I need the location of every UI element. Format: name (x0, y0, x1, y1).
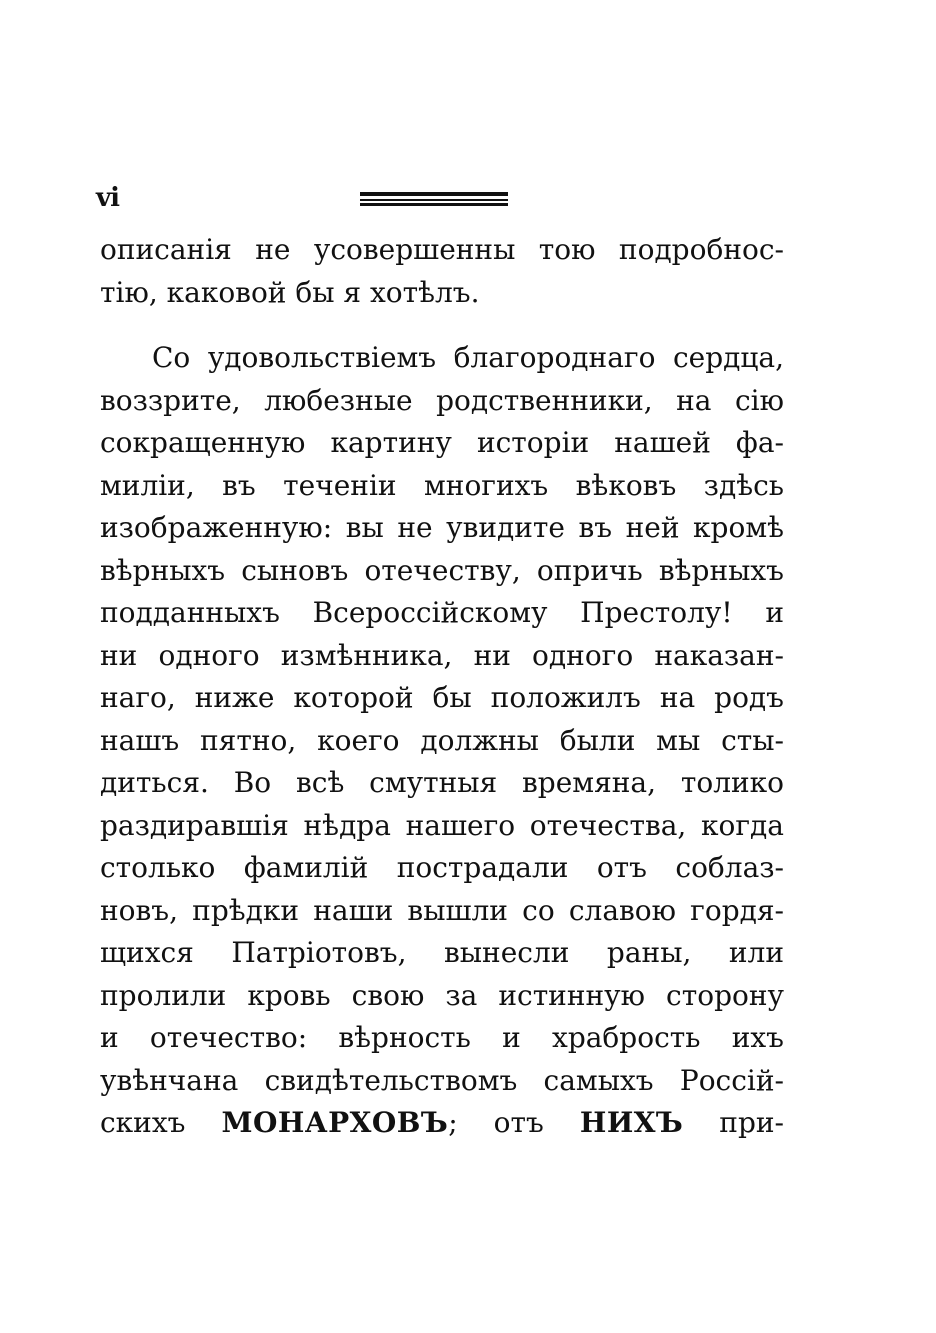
text-line: Со удовольствіемъ благороднаго сердца, (152, 341, 784, 374)
emphasis-them: НИХЪ (579, 1106, 684, 1139)
text-segment: при- (683, 1106, 784, 1139)
text-line: раздиравшія нѣдра нашего отечества, когда (100, 808, 784, 842)
text-line: столько фамилій пострадали отъ соблаз- (100, 851, 784, 884)
paragraph-1 (100, 228, 784, 314)
text-line: пролили кровь свою за истинную сторону (100, 978, 784, 1012)
paragraph-2 (100, 337, 784, 1145)
text-line: ни одного измѣнника, ни одного наказан- (100, 638, 784, 672)
text-line: вѣрныхъ сыновъ отечеству, опричь вѣрныхъ (100, 553, 784, 587)
text-segment: скихъ (100, 1106, 222, 1139)
text-segment: ; отъ (448, 1106, 580, 1139)
text-line: воззрите, любезные родственники, на сію (100, 383, 784, 417)
text-line: новъ, прѣдки наши вышли со славою гордя- (100, 893, 784, 927)
header-ornament-rule (360, 192, 508, 206)
text-line: увѣнчана свидѣтельствомъ самыхъ Россій- (100, 1063, 784, 1097)
text-line: миліи, въ теченіи многихъ вѣковъ здѣсь (100, 468, 784, 502)
text-line: подданныхъ Всероссійскому Престолу! и (100, 596, 784, 629)
text-line: диться. Во всѣ смутныя времяна, толико (100, 766, 784, 799)
text-line: нашъ пятно, коего должны были мы сты- (100, 723, 784, 757)
text-line-final (100, 1102, 784, 1145)
text-line: щихся Патріотовъ, вынесли раны, или (100, 936, 784, 969)
text-line: тію, каковой бы я хотѣлъ. (100, 276, 480, 309)
emphasis-monarchs: МОНАРХОВЪ (221, 1106, 449, 1139)
ornament-bar-medium (360, 203, 508, 206)
ornament-bar-thin (360, 199, 508, 201)
ornament-bar-thick (360, 192, 508, 196)
text-line: и отечество: вѣрность и храбрость ихъ (100, 1021, 784, 1054)
text-line: наго, ниже которой бы положилъ на родъ (100, 681, 784, 714)
text-line: сокращенную картину исторіи нашей фа- (100, 426, 784, 459)
text-line: описанія не усовершенны тою подробнос- (100, 233, 784, 266)
text-line: изображенную: вы не увидите въ ней кромѣ (100, 511, 784, 544)
page-number: vi (96, 183, 119, 213)
